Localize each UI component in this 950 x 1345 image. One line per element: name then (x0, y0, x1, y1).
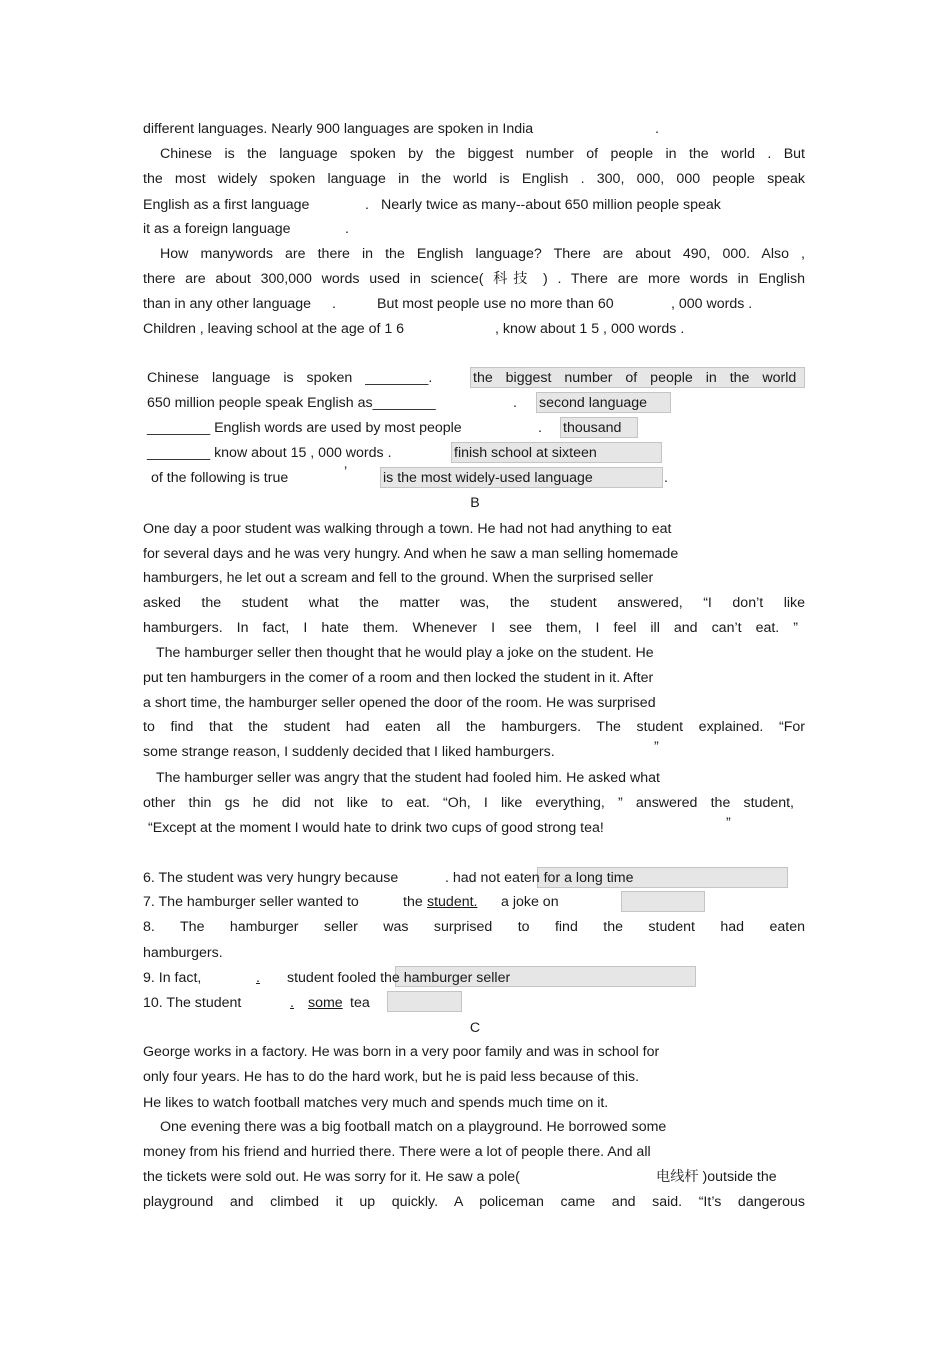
text: Nearly twice as many--about 650 million people speak (381, 197, 721, 213)
answer-text: . had not eaten for a long time (445, 870, 634, 886)
text: it as a foreign language (143, 221, 291, 237)
answer-box: the biggest number of people in the world (470, 367, 805, 388)
question-text: ________ English words are used by most people (147, 420, 462, 436)
question-b-8: 8. The hamburger seller was surprised to find the student had eaten (143, 919, 805, 935)
text: . (513, 395, 517, 411)
text: . (256, 970, 260, 986)
passage-c-line: He likes to watch football matches very much and spends much time on it. (143, 1095, 609, 1111)
text: the (403, 894, 423, 910)
passage-c-line: only four years. He has to do the hard work, but he is paid less because of this. (143, 1069, 640, 1085)
text: ” (654, 739, 659, 755)
text: ” (726, 815, 731, 831)
section-heading-c: C (469, 1020, 481, 1036)
answer-box: finish school at sixteen (451, 442, 662, 463)
passage-b-line: other thin gs he did not like to eat. “Oh, I like everything, ” answered the student, (143, 795, 794, 811)
question-b-9 (143, 968, 805, 988)
answer-text: student. (427, 894, 478, 910)
passage-b-line: hamburgers, he let out a scream and fell to the ground. When the surprised seller (143, 570, 654, 586)
question-text: 7. The hamburger seller wanted to (143, 894, 359, 910)
question-text: 650 million people speak English as________ (147, 395, 436, 411)
text: the tickets were sold out. He was sorry for it. He saw a pole( (143, 1169, 520, 1185)
passage-a-line: there are about 300,000 words used in science( 科技 ) . There are more words in English (143, 271, 805, 287)
question-text: Chinese language is spoken ________. (147, 370, 433, 386)
text: English as a first language (143, 197, 310, 213)
passage-b-line (143, 739, 805, 762)
text: . (664, 470, 668, 486)
text: “Except at the moment I would hate to drink two cups of good strong tea! (148, 820, 604, 836)
passage-b-line (148, 815, 810, 838)
passage-a-line (143, 319, 805, 339)
answer-text: some (308, 995, 343, 1011)
text: different languages. Nearly 900 languages are spoken in India (143, 121, 534, 137)
answer-box: is the most widely-used language (380, 467, 663, 488)
text: . (655, 121, 659, 137)
passage-b-line: a short time, the hamburger seller opened the door of the room. He was surprised (143, 695, 656, 711)
question-b-8-cont: hamburgers. (143, 945, 223, 961)
section-heading-b: B (470, 495, 480, 511)
question-b-6 (143, 868, 805, 888)
passage-b-line: The hamburger seller was angry that the student had fooled him. He asked what (156, 770, 660, 786)
passage-b-line: for several days and he was very hungry. And when he saw a man selling homemade (143, 546, 679, 562)
question-text: 10. The student (143, 995, 242, 1011)
text: . (332, 296, 336, 312)
passage-b-line: One day a poor student was walking through a town. He had not had anything to eat (143, 521, 672, 537)
passage-c-line (143, 1167, 805, 1187)
text: a joke on (501, 894, 559, 910)
passage-a-line (143, 294, 805, 314)
question-b-10 (143, 993, 805, 1013)
answer-text: student fooled the hamburger seller (287, 970, 511, 986)
passage-a-line: How manywords are there in the English language? There are about 490, 000. Also , (160, 246, 805, 262)
text: , 000 words . (671, 296, 753, 312)
passage-a-line (143, 195, 805, 215)
text: tea (350, 995, 370, 1011)
text: , know about 1 5 , 000 words . (495, 321, 685, 337)
question-text: ________ know about 15 , 000 words . (147, 445, 392, 461)
question-a-3 (147, 418, 809, 438)
passage-c-line: One evening there was a big football match on a playground. He borrowed some (160, 1119, 667, 1135)
answer-box: second language (536, 392, 671, 413)
text: . (290, 995, 294, 1011)
text: than in any other language (143, 296, 312, 312)
question-text: of the following is true (151, 470, 289, 486)
question-text: 6. The student was very hungry because (143, 870, 399, 886)
passage-b-line: The hamburger seller then thought that he would play a joke on the student. He (156, 645, 654, 661)
passage-b-line: hamburgers. In fact, I hate them. Whenever I see them, I feel ill and can’t eat. ” (143, 620, 798, 636)
passage-a-line (143, 119, 805, 139)
passage-b-line: put ten hamburgers in the comer of a room and then locked the student in it. After (143, 670, 654, 686)
passage-c-line: money from his friend and hurried there. There were a lot of people there. And all (143, 1144, 651, 1160)
answer-box: thousand (560, 417, 638, 438)
text: Children , leaving school at the age of 1 6 (143, 321, 405, 337)
question-a-2 (147, 393, 809, 413)
passage-b-line: to find that the student had eaten all the hamburgers. The student explained. “For (143, 719, 805, 735)
passage-b-line: asked the student what the matter was, the student answered, “I don’t like (143, 595, 805, 611)
text: . (538, 420, 542, 436)
text: . (365, 197, 369, 213)
passage-a-line: Chinese is the language spoken by the biggest number of people in the world . But (160, 146, 805, 162)
text: 电线杆 )outside the (656, 1169, 777, 1185)
text: some strange reason, I suddenly decided that I liked hamburgers. (143, 744, 555, 760)
text: . (345, 221, 349, 237)
text: ’ (344, 464, 348, 480)
question-b-7 (143, 892, 805, 912)
question-text: 9. In fact, (143, 970, 202, 986)
text: But most people use no more than 60 (377, 296, 614, 312)
passage-a-line: the most widely spoken language in the world is English . 300, 000, 000 people speak (143, 171, 805, 187)
passage-c-line: George works in a factory. He was born in a very poor family and was in school for (143, 1044, 660, 1060)
passage-c-line: playground and climbed it up quickly. A policeman came and said. “It’s dangerous (143, 1194, 805, 1210)
passage-a-line (143, 219, 805, 239)
